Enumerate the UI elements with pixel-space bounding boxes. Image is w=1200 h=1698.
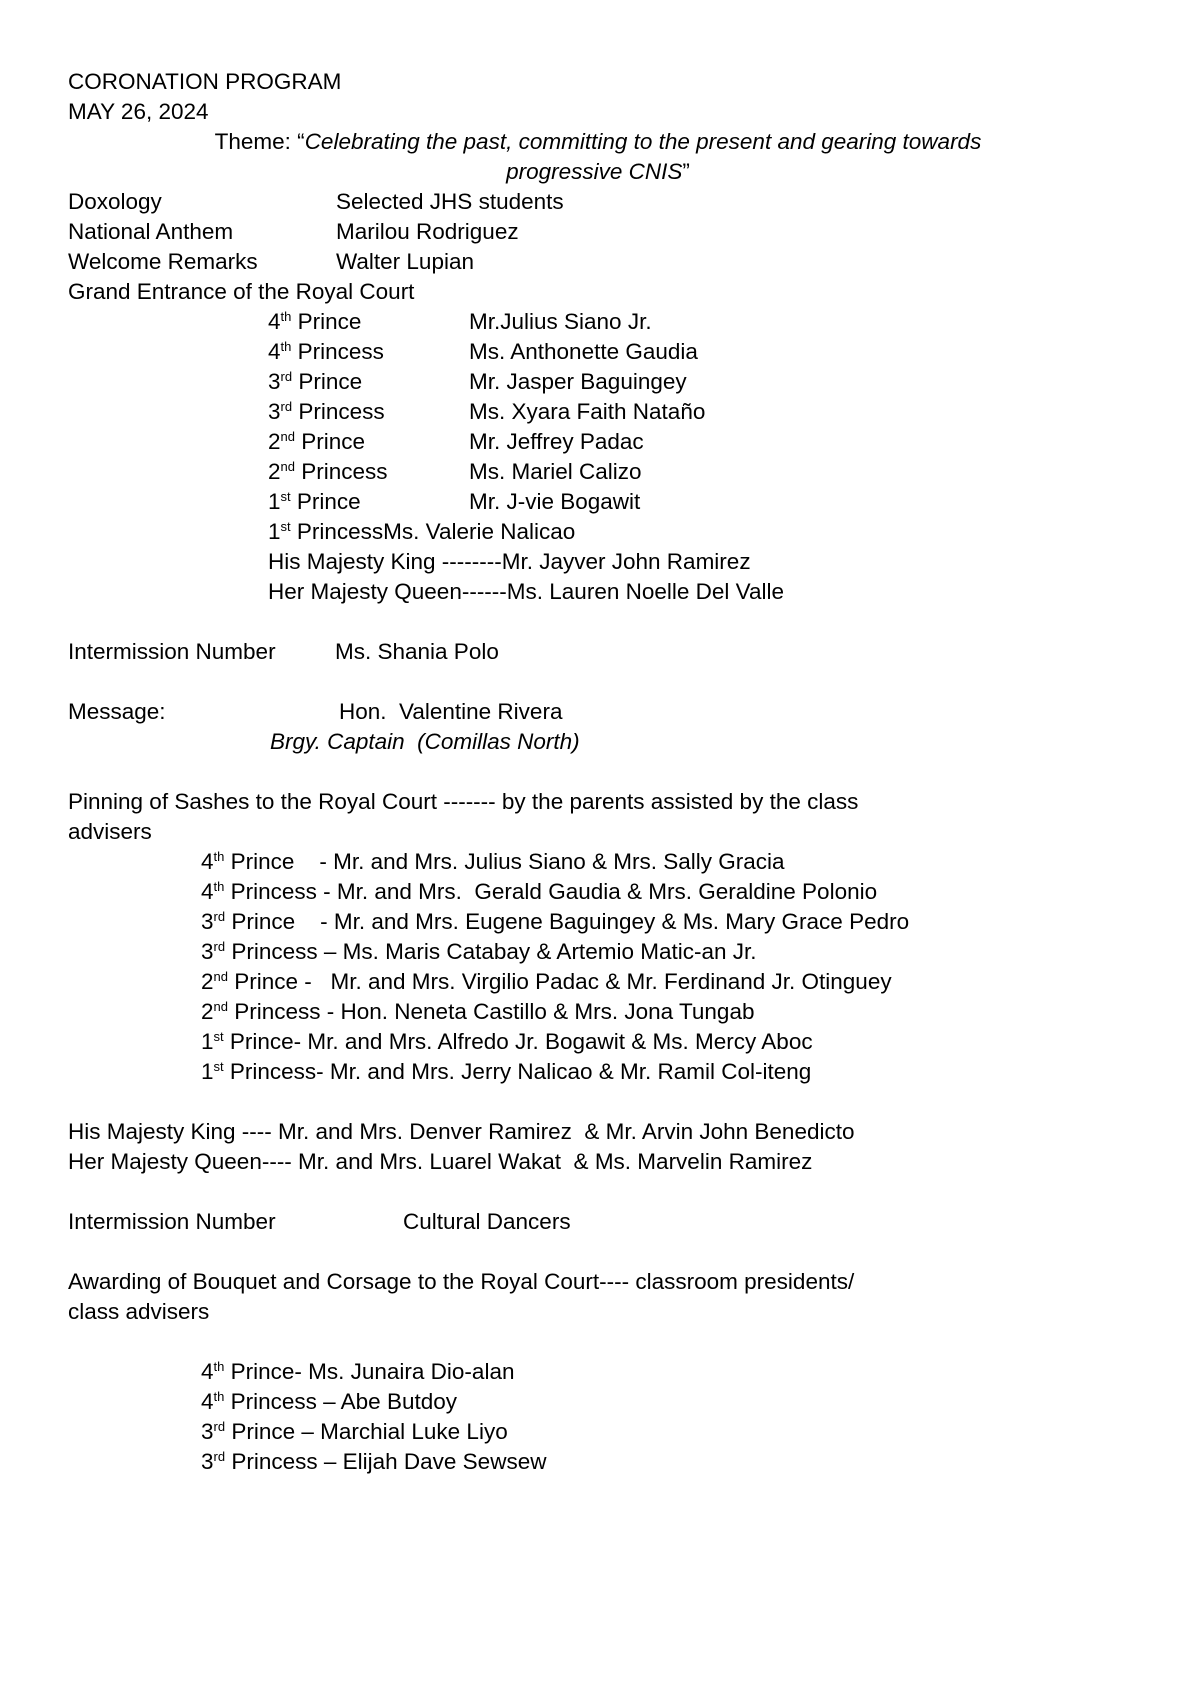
sash-entry-text: Princess - Mr. and Mrs. Gerald Gaudia & Mrs. Geraldine Polonio xyxy=(224,879,878,904)
intermission-label: Intermission Number xyxy=(68,1209,276,1234)
sash-king-entry: His Majesty King ---- Mr. and Mrs. Denver Ramirez & Mr. Arvin John Benedicto xyxy=(68,1119,855,1144)
court-rank-number: 4 xyxy=(268,339,281,364)
theme-line-2 xyxy=(68,157,1128,187)
court-row xyxy=(268,337,968,367)
sash-rank-suffix: nd xyxy=(213,969,228,984)
bouquet-rank-number: 3 xyxy=(201,1419,214,1444)
sash-entry-text: Prince - Mr. and Mrs. Julius Siano & Mrs. Sally Gracia xyxy=(224,849,785,874)
sash-entry xyxy=(201,847,785,877)
court-rank-suffix: th xyxy=(280,309,292,324)
sashes-heading-2: advisers xyxy=(68,819,152,844)
court-name: Ms. Anthonette Gaudia xyxy=(469,339,698,364)
program-item: National Anthem xyxy=(68,219,234,244)
court-row xyxy=(268,307,968,337)
sash-rank-number: 1 xyxy=(201,1029,214,1054)
court-title: Prince xyxy=(291,309,362,334)
sash-entry-text: Princess - Hon. Neneta Castillo & Mrs. Jona Tungab xyxy=(227,999,755,1024)
queen-entry: Her Majesty Queen------Ms. Lauren Noelle Del Valle xyxy=(268,579,785,604)
sash-entry-text: Prince - Mr. and Mrs. Virgilio Padac & Mr. Ferdinand Jr. Otinguey xyxy=(227,969,892,994)
bouquet-rank-number: 4 xyxy=(201,1389,214,1414)
court-name: Mr.Julius Siano Jr. xyxy=(469,309,652,334)
bouquet-entry-text: Princess – Elijah Dave Sewsew xyxy=(225,1449,547,1474)
bouquet-rank-number: 4 xyxy=(201,1359,214,1384)
sash-entry xyxy=(201,1057,811,1087)
bouquet-entry xyxy=(201,1447,546,1477)
sash-rank-suffix: th xyxy=(213,849,225,864)
sash-entry xyxy=(201,997,754,1027)
court-row xyxy=(268,487,968,517)
bouquet-rank-suffix: th xyxy=(213,1359,225,1374)
sash-rank-number: 4 xyxy=(201,879,214,904)
bouquet-entry xyxy=(201,1357,514,1387)
sash-rank-suffix: rd xyxy=(213,909,226,924)
program-date: MAY 26, 2024 xyxy=(68,99,209,124)
program-item: Welcome Remarks xyxy=(68,249,258,274)
sash-rank-number: 3 xyxy=(201,909,214,934)
sash-entry-text: Prince - Mr. and Mrs. Eugene Baguingey & Ms. Mary Grace Pedro xyxy=(225,909,910,934)
court-rank-number: 4 xyxy=(268,309,281,334)
intermission-label: Intermission Number xyxy=(68,639,276,664)
sash-rank-number: 2 xyxy=(201,999,214,1024)
program-row xyxy=(68,187,1068,217)
court-rank-suffix: rd xyxy=(280,399,293,414)
court-rank-suffix: rd xyxy=(280,369,293,384)
theme-line-1 xyxy=(68,127,1128,157)
court-name: Ms. Xyara Faith Nataño xyxy=(469,399,706,424)
court-name: Mr. Jeffrey Padac xyxy=(469,429,644,454)
court-rank-number: 3 xyxy=(268,399,281,424)
court-rank-number: 1 xyxy=(268,489,281,514)
bouquet-heading-1: Awarding of Bouquet and Corsage to the Royal Court---- classroom presidents/ xyxy=(68,1269,855,1294)
sash-rank-number: 1 xyxy=(201,1059,214,1084)
sash-rank-suffix: rd xyxy=(213,939,226,954)
sash-entry xyxy=(201,877,877,907)
court-rank-suffix: st xyxy=(280,519,291,534)
court-row xyxy=(268,427,968,457)
sash-entry xyxy=(201,907,909,937)
court-title: Prince xyxy=(292,369,363,394)
program-title: CORONATION PROGRAM xyxy=(68,69,342,94)
court-name: Mr. Jasper Baguingey xyxy=(469,369,687,394)
sash-queen-entry: Her Majesty Queen---- Mr. and Mrs. Luarel Wakat & Ms. Marvelin Ramirez xyxy=(68,1149,813,1174)
theme-label: Theme: “ xyxy=(214,129,305,154)
bouquet-entry-text: Prince – Marchial Luke Liyo xyxy=(225,1419,508,1444)
sash-rank-number: 3 xyxy=(201,939,214,964)
court-title: Prince xyxy=(294,429,366,454)
intermission-row xyxy=(68,1207,768,1237)
program-item: Doxology xyxy=(68,189,162,214)
court-rank-suffix: th xyxy=(280,339,292,354)
intermission-row xyxy=(68,637,768,667)
sash-rank-number: 2 xyxy=(201,969,214,994)
sash-entry xyxy=(201,967,892,997)
sash-entry-text: Princess- Mr. and Mrs. Jerry Nalicao & Mr. Ramil Col-iteng xyxy=(223,1059,812,1084)
theme-text-2: progressive CNIS xyxy=(506,159,683,184)
sash-entry-text: Prince- Mr. and Mrs. Alfredo Jr. Bogawit & Ms. Mercy Aboc xyxy=(223,1029,813,1054)
court-rank-number: 1 xyxy=(268,519,281,544)
message-row xyxy=(68,697,768,727)
program-performer: Walter Lupian xyxy=(336,249,474,274)
court-title: Princess xyxy=(291,339,384,364)
message-speaker: Hon. Valentine Rivera xyxy=(339,699,563,724)
sash-rank-suffix: st xyxy=(213,1029,224,1044)
court-name: Ms. Mariel Calizo xyxy=(469,459,642,484)
bouquet-rank-suffix: rd xyxy=(213,1419,226,1434)
king-entry: His Majesty King --------Mr. Jayver John Ramirez xyxy=(268,549,751,574)
sash-entry xyxy=(201,1027,813,1057)
court-title: Prince xyxy=(290,489,361,514)
court-row xyxy=(268,397,968,427)
court-entry-text: PrincessMs. Valerie Nalicao xyxy=(290,519,576,544)
court-rank-number: 2 xyxy=(268,459,281,484)
bouquet-entry-text: Prince- Ms. Junaira Dio-alan xyxy=(224,1359,515,1384)
theme-close-quote: ” xyxy=(682,159,690,184)
sash-rank-number: 4 xyxy=(201,849,214,874)
sash-rank-suffix: nd xyxy=(213,999,228,1014)
bouquet-entry-text: Princess – Abe Butdoy xyxy=(224,1389,457,1414)
program-row xyxy=(68,217,1068,247)
court-title: Princess xyxy=(294,459,388,484)
sash-rank-suffix: th xyxy=(213,879,225,894)
court-rank-number: 3 xyxy=(268,369,281,394)
bouquet-rank-number: 3 xyxy=(201,1449,214,1474)
message-label: Message: xyxy=(68,699,166,724)
bouquet-rank-suffix: th xyxy=(213,1389,225,1404)
program-performer: Selected JHS students xyxy=(336,189,564,214)
bouquet-entry xyxy=(201,1387,457,1417)
court-title: Princess xyxy=(292,399,385,424)
sashes-heading-1: Pinning of Sashes to the Royal Court ------- by the parents assisted by the class xyxy=(68,789,859,814)
bouquet-entry xyxy=(201,1417,508,1447)
theme-text-1: Celebrating the past, committing to the present and gearing towards xyxy=(304,129,982,154)
court-row xyxy=(268,367,968,397)
program-performer: Marilou Rodriguez xyxy=(336,219,519,244)
intermission-performer: Cultural Dancers xyxy=(403,1209,571,1234)
sash-rank-suffix: st xyxy=(213,1059,224,1074)
court-row xyxy=(268,517,575,547)
bouquet-heading-2: class advisers xyxy=(68,1299,210,1324)
court-row xyxy=(268,457,968,487)
court-name: Mr. J-vie Bogawit xyxy=(469,489,641,514)
court-rank-suffix: nd xyxy=(280,459,295,474)
program-row xyxy=(68,247,1068,277)
intermission-performer: Ms. Shania Polo xyxy=(335,639,499,664)
sash-entry xyxy=(201,937,757,967)
sash-entry-text: Princess – Ms. Maris Catabay & Artemio Matic-an Jr. xyxy=(225,939,757,964)
message-speaker-position: Brgy. Captain (Comillas North) xyxy=(270,729,580,754)
court-rank-number: 2 xyxy=(268,429,281,454)
bouquet-rank-suffix: rd xyxy=(213,1449,226,1464)
court-rank-suffix: nd xyxy=(280,429,295,444)
grand-entrance-heading: Grand Entrance of the Royal Court xyxy=(68,279,415,304)
court-rank-suffix: st xyxy=(280,489,291,504)
